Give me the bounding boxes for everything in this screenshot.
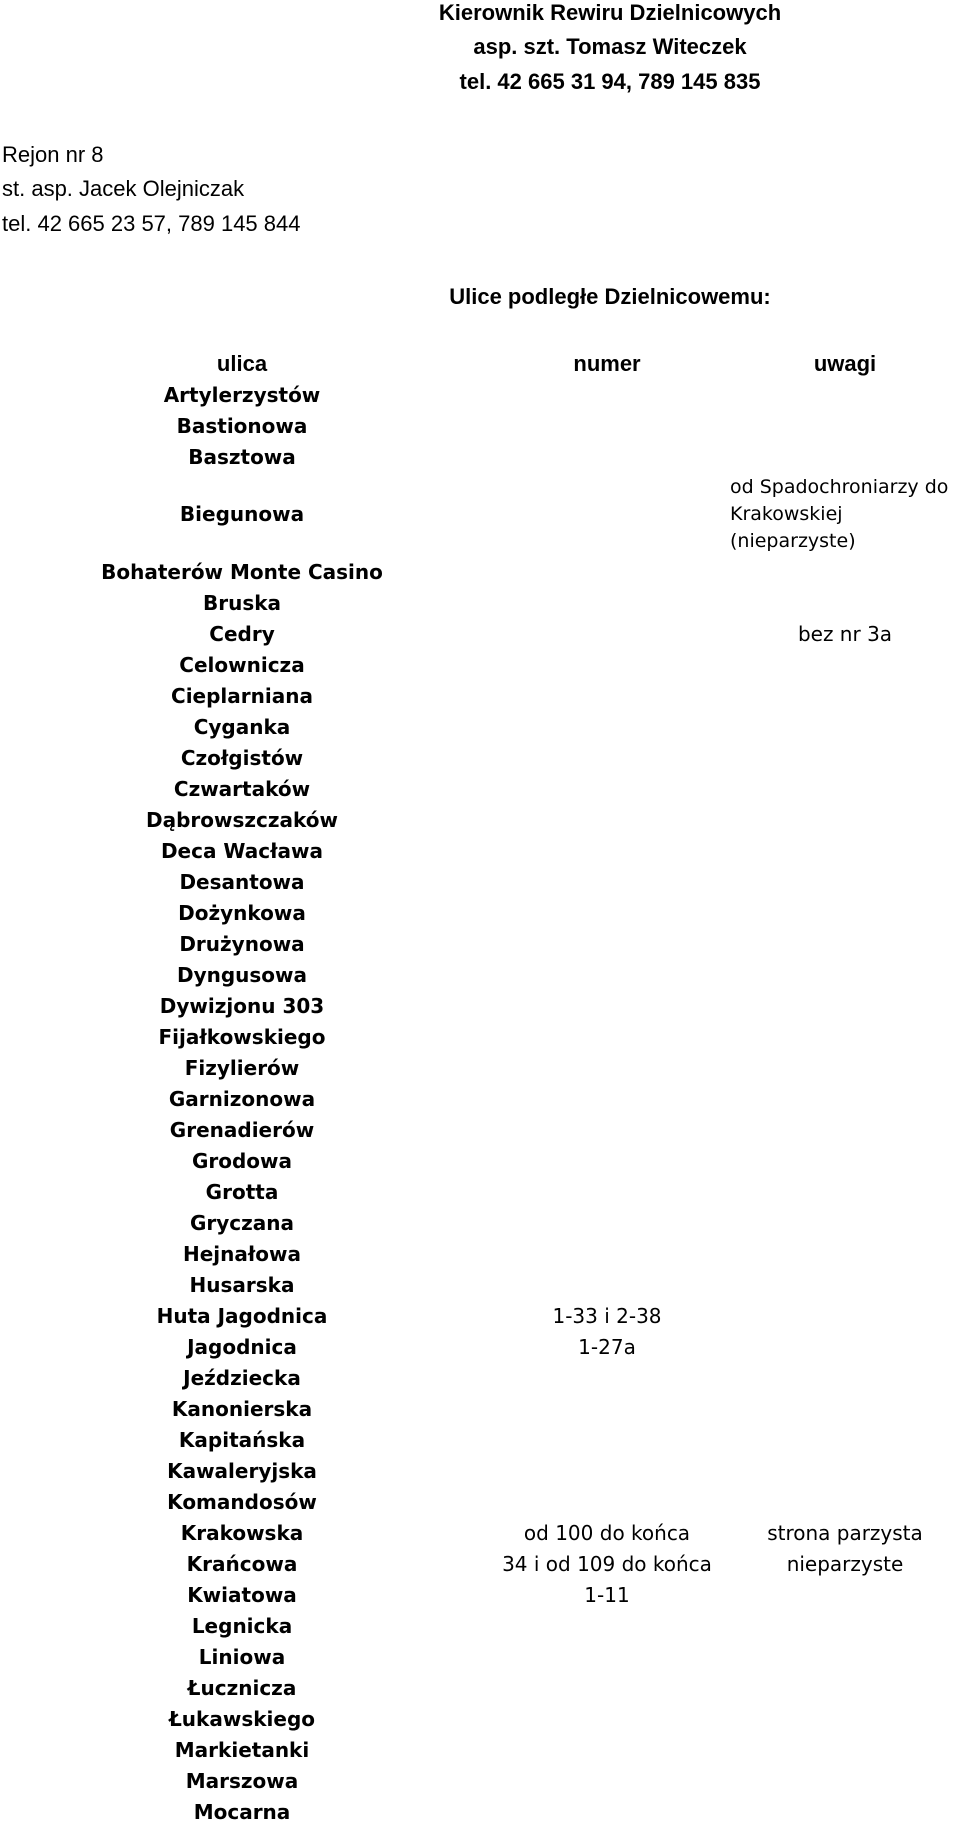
table-row <box>0 1765 960 1796</box>
house-numbers <box>484 649 730 680</box>
remarks-cell <box>730 587 960 618</box>
house-numbers <box>484 1765 730 1796</box>
street-name: Legnicka <box>191 1613 293 1638</box>
table-row <box>0 441 960 472</box>
house-numbers: od 100 do końca <box>523 1520 691 1545</box>
table-row <box>0 1641 960 1672</box>
remarks-cell <box>730 1393 960 1424</box>
street-name: Deca Wacława <box>160 838 324 863</box>
table-row <box>0 1610 960 1641</box>
column-header-street: ulica <box>216 351 268 376</box>
remarks-cell <box>730 1486 960 1517</box>
remarks-cell <box>730 928 960 959</box>
remarks-cell <box>730 1579 960 1610</box>
table-row <box>0 804 960 835</box>
house-numbers <box>484 1610 730 1641</box>
remarks-cell <box>730 1300 960 1331</box>
table-row <box>0 1362 960 1393</box>
house-numbers <box>484 1207 730 1238</box>
house-numbers <box>484 1269 730 1300</box>
street-name: Komandosów <box>167 1489 317 1514</box>
street-name: Dywizjonu 303 <box>159 993 325 1018</box>
table-row <box>0 959 960 990</box>
table-row <box>0 742 960 773</box>
street-name: Dożynkowa <box>178 900 306 925</box>
table-row <box>0 1269 960 1300</box>
street-name: Krakowska <box>180 1520 304 1545</box>
table-row <box>0 1796 960 1827</box>
house-numbers <box>484 1796 730 1827</box>
table-row <box>0 1672 960 1703</box>
house-numbers <box>484 680 730 711</box>
table-row <box>0 1579 960 1610</box>
house-numbers <box>484 1672 730 1703</box>
street-name: Basztowa <box>188 444 296 469</box>
remarks-cell: bez nr 3a <box>797 621 893 646</box>
house-numbers <box>484 742 730 773</box>
column-header-note: uwagi <box>813 351 877 376</box>
street-name: Jagodnica <box>187 1334 297 1359</box>
district-phone: tel. 42 665 23 57, 789 145 844 <box>2 211 301 236</box>
house-numbers <box>484 1052 730 1083</box>
street-name: Cieplarniana <box>171 683 313 708</box>
house-numbers <box>484 711 730 742</box>
table-row <box>0 1331 960 1362</box>
street-name: Markietanki <box>174 1737 310 1762</box>
remarks-cell <box>730 556 960 587</box>
house-numbers <box>484 897 730 928</box>
remarks-cell <box>730 649 960 680</box>
house-numbers <box>484 587 730 618</box>
table-row <box>0 1393 960 1424</box>
table-row <box>0 1207 960 1238</box>
table-row <box>0 587 960 618</box>
remarks-cell <box>730 1455 960 1486</box>
remarks-cell <box>730 1796 960 1827</box>
remarks-cell <box>730 680 960 711</box>
remarks-cell <box>730 866 960 897</box>
house-numbers <box>484 1021 730 1052</box>
house-numbers: 1-33 i 2-38 <box>552 1303 662 1328</box>
table-header-row <box>0 349 960 379</box>
table-row <box>0 1114 960 1145</box>
streets-table <box>0 349 960 1827</box>
house-numbers <box>484 773 730 804</box>
remarks-cell <box>730 959 960 990</box>
table-row <box>0 990 960 1021</box>
remarks-cell: strona parzysta <box>767 1520 923 1545</box>
table-row <box>0 1424 960 1455</box>
street-name: Krańcowa <box>186 1551 298 1576</box>
remarks-cell <box>730 742 960 773</box>
streets-table-body <box>0 379 960 1827</box>
house-numbers <box>484 835 730 866</box>
supervisor-name: asp. szt. Tomasz Witeczek <box>473 34 747 59</box>
house-numbers <box>484 472 730 556</box>
house-numbers <box>484 866 730 897</box>
street-name: Marszowa <box>185 1768 299 1793</box>
remarks-cell <box>730 1672 960 1703</box>
street-name: Grodowa <box>191 1148 293 1173</box>
street-name: Hejnałowa <box>182 1241 302 1266</box>
remarks-text: od Spadochroniarzy do Krakowskiej (nieparzyste) <box>730 475 949 552</box>
house-numbers <box>484 1641 730 1672</box>
house-numbers: 1-11 <box>584 1582 630 1607</box>
remarks-cell <box>730 1269 960 1300</box>
table-row <box>0 472 960 556</box>
table-row <box>0 649 960 680</box>
street-name: Czołgistów <box>180 745 304 770</box>
remarks-cell <box>730 1331 960 1362</box>
remarks-cell <box>730 441 960 472</box>
street-name: Kapitańska <box>178 1427 306 1452</box>
house-numbers <box>484 1393 730 1424</box>
street-name: Cyganka <box>193 714 291 739</box>
street-name: Garnizonowa <box>168 1086 316 1111</box>
house-numbers <box>484 1455 730 1486</box>
street-name: Gryczana <box>189 1210 295 1235</box>
street-name: Grenadierów <box>169 1117 315 1142</box>
house-numbers <box>484 618 730 649</box>
street-name: Czwartaków <box>173 776 311 801</box>
house-numbers: 34 i od 109 do końca <box>502 1551 712 1576</box>
section-title: Ulice podległe Dzielnicowemu: <box>449 284 771 309</box>
street-name: Fizylierów <box>184 1055 300 1080</box>
house-numbers <box>484 1424 730 1455</box>
street-name: Kwiatowa <box>187 1582 297 1607</box>
street-name: Celownicza <box>179 652 305 677</box>
remarks-cell <box>730 1424 960 1455</box>
supervisor-phone: tel. 42 665 31 94, 789 145 835 <box>459 69 761 94</box>
remarks-cell <box>730 1362 960 1393</box>
remarks-cell <box>730 1052 960 1083</box>
column-header-number: numer <box>573 351 641 376</box>
table-row <box>0 1548 960 1579</box>
street-name: Grotta <box>205 1179 279 1204</box>
remarks-cell <box>730 897 960 928</box>
remarks-cell <box>730 1734 960 1765</box>
supervisor-title: Kierownik Rewiru Dzielnicowych <box>438 0 782 25</box>
house-numbers <box>484 441 730 472</box>
remarks-cell <box>730 1238 960 1269</box>
house-numbers <box>484 1176 730 1207</box>
remarks-cell <box>730 1145 960 1176</box>
remarks-cell: nieparzyste <box>786 1551 904 1576</box>
house-numbers <box>484 410 730 441</box>
house-numbers <box>484 1114 730 1145</box>
street-name: Fijałkowskiego <box>158 1024 326 1049</box>
street-name: Bastionowa <box>176 413 308 438</box>
table-row <box>0 1300 960 1331</box>
remarks-cell <box>730 410 960 441</box>
remarks-cell <box>730 1207 960 1238</box>
house-numbers <box>484 959 730 990</box>
street-name: Kanonierska <box>171 1396 313 1421</box>
remarks-cell <box>730 1176 960 1207</box>
table-row <box>0 928 960 959</box>
table-row <box>0 618 960 649</box>
street-name: Husarska <box>189 1272 295 1297</box>
house-numbers <box>484 1703 730 1734</box>
remarks-cell <box>730 990 960 1021</box>
street-name: Jeździecka <box>183 1365 301 1390</box>
table-row <box>0 1238 960 1269</box>
street-name: Desantowa <box>179 869 305 894</box>
table-row <box>0 1734 960 1765</box>
remarks-cell <box>730 773 960 804</box>
remarks-cell <box>730 1703 960 1734</box>
district-region: Rejon nr 8 <box>2 142 104 167</box>
table-row <box>0 835 960 866</box>
house-numbers: 1-27a <box>578 1334 636 1359</box>
street-name: Mocarna <box>193 1799 291 1824</box>
remarks-cell <box>730 711 960 742</box>
table-row <box>0 1455 960 1486</box>
house-numbers <box>484 379 730 410</box>
house-numbers <box>484 1145 730 1176</box>
table-row <box>0 1083 960 1114</box>
table-row <box>0 1145 960 1176</box>
street-name: Dyngusowa <box>176 962 308 987</box>
house-numbers <box>484 1362 730 1393</box>
remarks-cell <box>730 1610 960 1641</box>
district-officer: st. asp. Jacek Olejniczak <box>2 176 245 201</box>
table-row <box>0 556 960 587</box>
house-numbers <box>484 1486 730 1517</box>
remarks-cell <box>730 472 960 556</box>
table-row <box>0 680 960 711</box>
table-row <box>0 711 960 742</box>
street-name: Artylerzystów <box>163 382 321 407</box>
table-row <box>0 897 960 928</box>
street-name: Bohaterów Monte Casino <box>101 559 383 584</box>
street-name: Liniowa <box>198 1644 286 1669</box>
street-name: Łucznicza <box>187 1675 297 1700</box>
house-numbers <box>484 1734 730 1765</box>
remarks-cell <box>730 835 960 866</box>
street-name: Kawaleryjska <box>167 1458 317 1483</box>
house-numbers <box>484 556 730 587</box>
remarks-cell <box>730 1083 960 1114</box>
street-name: Biegunowa <box>179 502 305 526</box>
street-name: Drużynowa <box>179 931 305 956</box>
house-numbers <box>484 1238 730 1269</box>
table-row <box>0 1052 960 1083</box>
table-row <box>0 1021 960 1052</box>
table-row <box>0 773 960 804</box>
table-row <box>0 379 960 410</box>
table-row <box>0 1486 960 1517</box>
table-row <box>0 866 960 897</box>
remarks-cell <box>730 1641 960 1672</box>
remarks-cell <box>730 1765 960 1796</box>
house-numbers <box>484 928 730 959</box>
table-row <box>0 410 960 441</box>
street-name: Łukawskiego <box>168 1706 316 1731</box>
remarks-cell <box>730 1114 960 1145</box>
street-name: Dąbrowszczaków <box>145 807 338 832</box>
house-numbers <box>484 990 730 1021</box>
house-numbers <box>484 1083 730 1114</box>
street-name: Huta Jagodnica <box>156 1303 328 1328</box>
table-row <box>0 1517 960 1548</box>
house-numbers <box>484 804 730 835</box>
remarks-cell <box>730 804 960 835</box>
street-name: Bruska <box>202 590 282 615</box>
table-row <box>0 1176 960 1207</box>
remarks-cell <box>730 379 960 410</box>
remarks-cell <box>730 1021 960 1052</box>
table-row <box>0 1703 960 1734</box>
street-name: Cedry <box>209 621 275 646</box>
